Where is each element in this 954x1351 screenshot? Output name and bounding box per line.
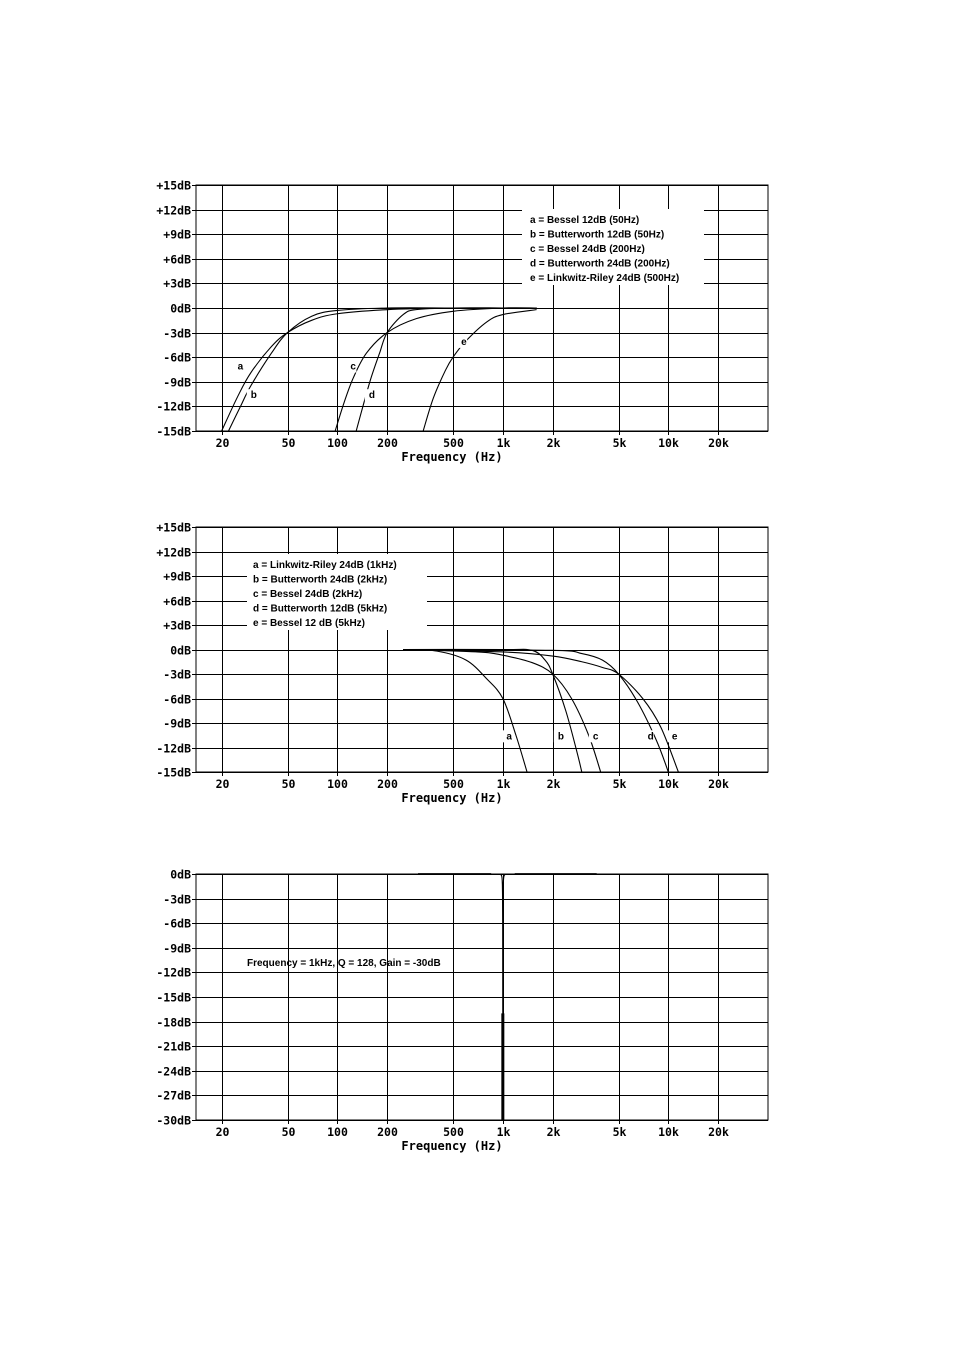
y-tick-label: -15dB	[156, 424, 191, 439]
y-tick-label: 0dB	[170, 643, 191, 658]
x-tick-label: 2k	[546, 777, 561, 791]
series-label-c: c	[350, 361, 356, 373]
annotation: Frequency = 1kHz, Q = 128, Gain = -30dB	[247, 958, 441, 969]
legend	[247, 554, 427, 630]
x-tick-label: 10k	[658, 436, 679, 450]
x-tick-label: 20k	[708, 777, 729, 791]
series-label-e: e	[461, 336, 467, 348]
x-tick-label: 200	[377, 777, 398, 791]
legend	[522, 209, 704, 285]
y-tick-label: -9dB	[163, 716, 191, 731]
legend-entry: c = Bessel 24dB (200Hz)	[530, 244, 645, 255]
legend-entry: a = Bessel 12dB (50Hz)	[530, 215, 640, 226]
y-tick-label: 0dB	[170, 301, 191, 316]
x-tick-label: 5k	[612, 436, 627, 450]
y-tick-label: +12dB	[156, 545, 191, 560]
y-tick-label: -30dB	[156, 1113, 191, 1128]
x-tick-label: 100	[327, 436, 348, 450]
y-tick-label: -3dB	[163, 667, 191, 682]
legend-entry: b = Butterworth 12dB (50Hz)	[530, 229, 665, 241]
chart-1	[156, 179, 768, 465]
legend-entry: c = Bessel 24dB (2kHz)	[253, 589, 363, 600]
y-tick-label: -9dB	[163, 375, 191, 390]
chart-3	[156, 868, 768, 1154]
series-line-c	[403, 650, 600, 773]
x-tick-label: 20	[215, 436, 230, 450]
y-tick-label: -6dB	[163, 350, 191, 365]
y-tick-label: -15dB	[156, 990, 191, 1005]
legend-entry: e = Bessel 12 dB (5kHz)	[253, 618, 365, 629]
y-tick-label: -9dB	[163, 941, 191, 956]
series-label-c: c	[592, 731, 599, 743]
y-tick-label: +12dB	[156, 203, 191, 218]
x-tick-label: 500	[443, 1125, 464, 1139]
x-tick-label: 50	[281, 436, 296, 450]
series-line-c	[335, 308, 536, 431]
series-line-b	[403, 649, 582, 772]
x-tick-label: 20k	[708, 1125, 729, 1139]
y-tick-label: +6dB	[163, 252, 191, 267]
legend-entry: d = Butterworth 12dB (5kHz)	[253, 603, 388, 615]
series-line-a	[222, 308, 537, 431]
x-tick-label: 200	[377, 1125, 398, 1139]
legend-entry: d = Butterworth 24dB (200Hz)	[530, 258, 670, 270]
x-axis-label: Frequency (Hz)	[401, 1139, 503, 1153]
x-tick-label: 2k	[546, 436, 561, 450]
series-line-a	[403, 650, 527, 773]
y-tick-label: -18dB	[156, 1015, 191, 1030]
x-tick-label: 50	[281, 1125, 296, 1139]
x-tick-label: 1k	[496, 1125, 511, 1139]
y-tick-label: -12dB	[156, 741, 191, 756]
y-tick-label: 0dB	[170, 867, 191, 882]
x-tick-label: 1k	[496, 777, 511, 791]
x-tick-label: 200	[377, 436, 398, 450]
y-tick-label: -6dB	[163, 692, 191, 707]
series-label-e: e	[671, 731, 678, 743]
y-tick-label: +3dB	[163, 618, 191, 633]
x-tick-label: 5k	[612, 777, 627, 791]
x-tick-label: 10k	[658, 1125, 679, 1139]
x-tick-label: 1k	[496, 436, 511, 450]
x-tick-label: 100	[327, 777, 348, 791]
y-tick-label: -3dB	[163, 326, 191, 341]
y-tick-label: +6dB	[163, 594, 191, 609]
x-tick-label: 20k	[708, 436, 729, 450]
x-tick-label: 2k	[546, 1125, 561, 1139]
y-tick-label: +3dB	[163, 276, 191, 291]
series-label-d: d	[647, 731, 654, 743]
series-label-a: a	[237, 361, 244, 373]
y-tick-label: -12dB	[156, 399, 191, 414]
legend-entry: e = Linkwitz-Riley 24dB (500Hz)	[530, 273, 680, 284]
series-label-a: a	[506, 731, 512, 743]
x-tick-label: 500	[443, 436, 464, 450]
x-axis-label: Frequency (Hz)	[401, 450, 503, 464]
series-line-e	[403, 650, 678, 773]
y-tick-label: -21dB	[156, 1039, 191, 1054]
x-tick-label: 10k	[658, 777, 679, 791]
series-label-d: d	[368, 390, 375, 402]
x-tick-label: 500	[443, 777, 464, 791]
x-tick-label: 5k	[612, 1125, 627, 1139]
y-tick-label: -24dB	[156, 1064, 191, 1079]
y-tick-label: +9dB	[163, 227, 191, 242]
series-line-d	[403, 650, 668, 773]
y-tick-label: +15dB	[156, 520, 191, 535]
x-tick-label: 50	[281, 777, 296, 791]
y-tick-label: -12dB	[156, 965, 191, 980]
series-label-b: b	[250, 390, 257, 402]
x-tick-label: 100	[327, 1125, 348, 1139]
series-label-b: b	[557, 731, 564, 743]
y-tick-label: -15dB	[156, 765, 191, 780]
legend-entry: a = Linkwitz-Riley 24dB (1kHz)	[253, 560, 397, 571]
x-tick-label: 20	[215, 1125, 230, 1139]
y-tick-label: -6dB	[163, 916, 191, 931]
x-axis-label: Frequency (Hz)	[401, 791, 503, 805]
y-tick-label: +15dB	[156, 178, 191, 193]
y-tick-label: +9dB	[163, 569, 191, 584]
x-tick-label: 20	[215, 777, 230, 791]
legend-entry: b = Butterworth 24dB (2kHz)	[253, 574, 388, 586]
series-line-b	[228, 308, 536, 431]
y-tick-label: -3dB	[163, 892, 191, 907]
y-tick-label: -27dB	[156, 1088, 191, 1103]
series-line-e	[423, 310, 536, 431]
chart-2	[156, 521, 768, 806]
